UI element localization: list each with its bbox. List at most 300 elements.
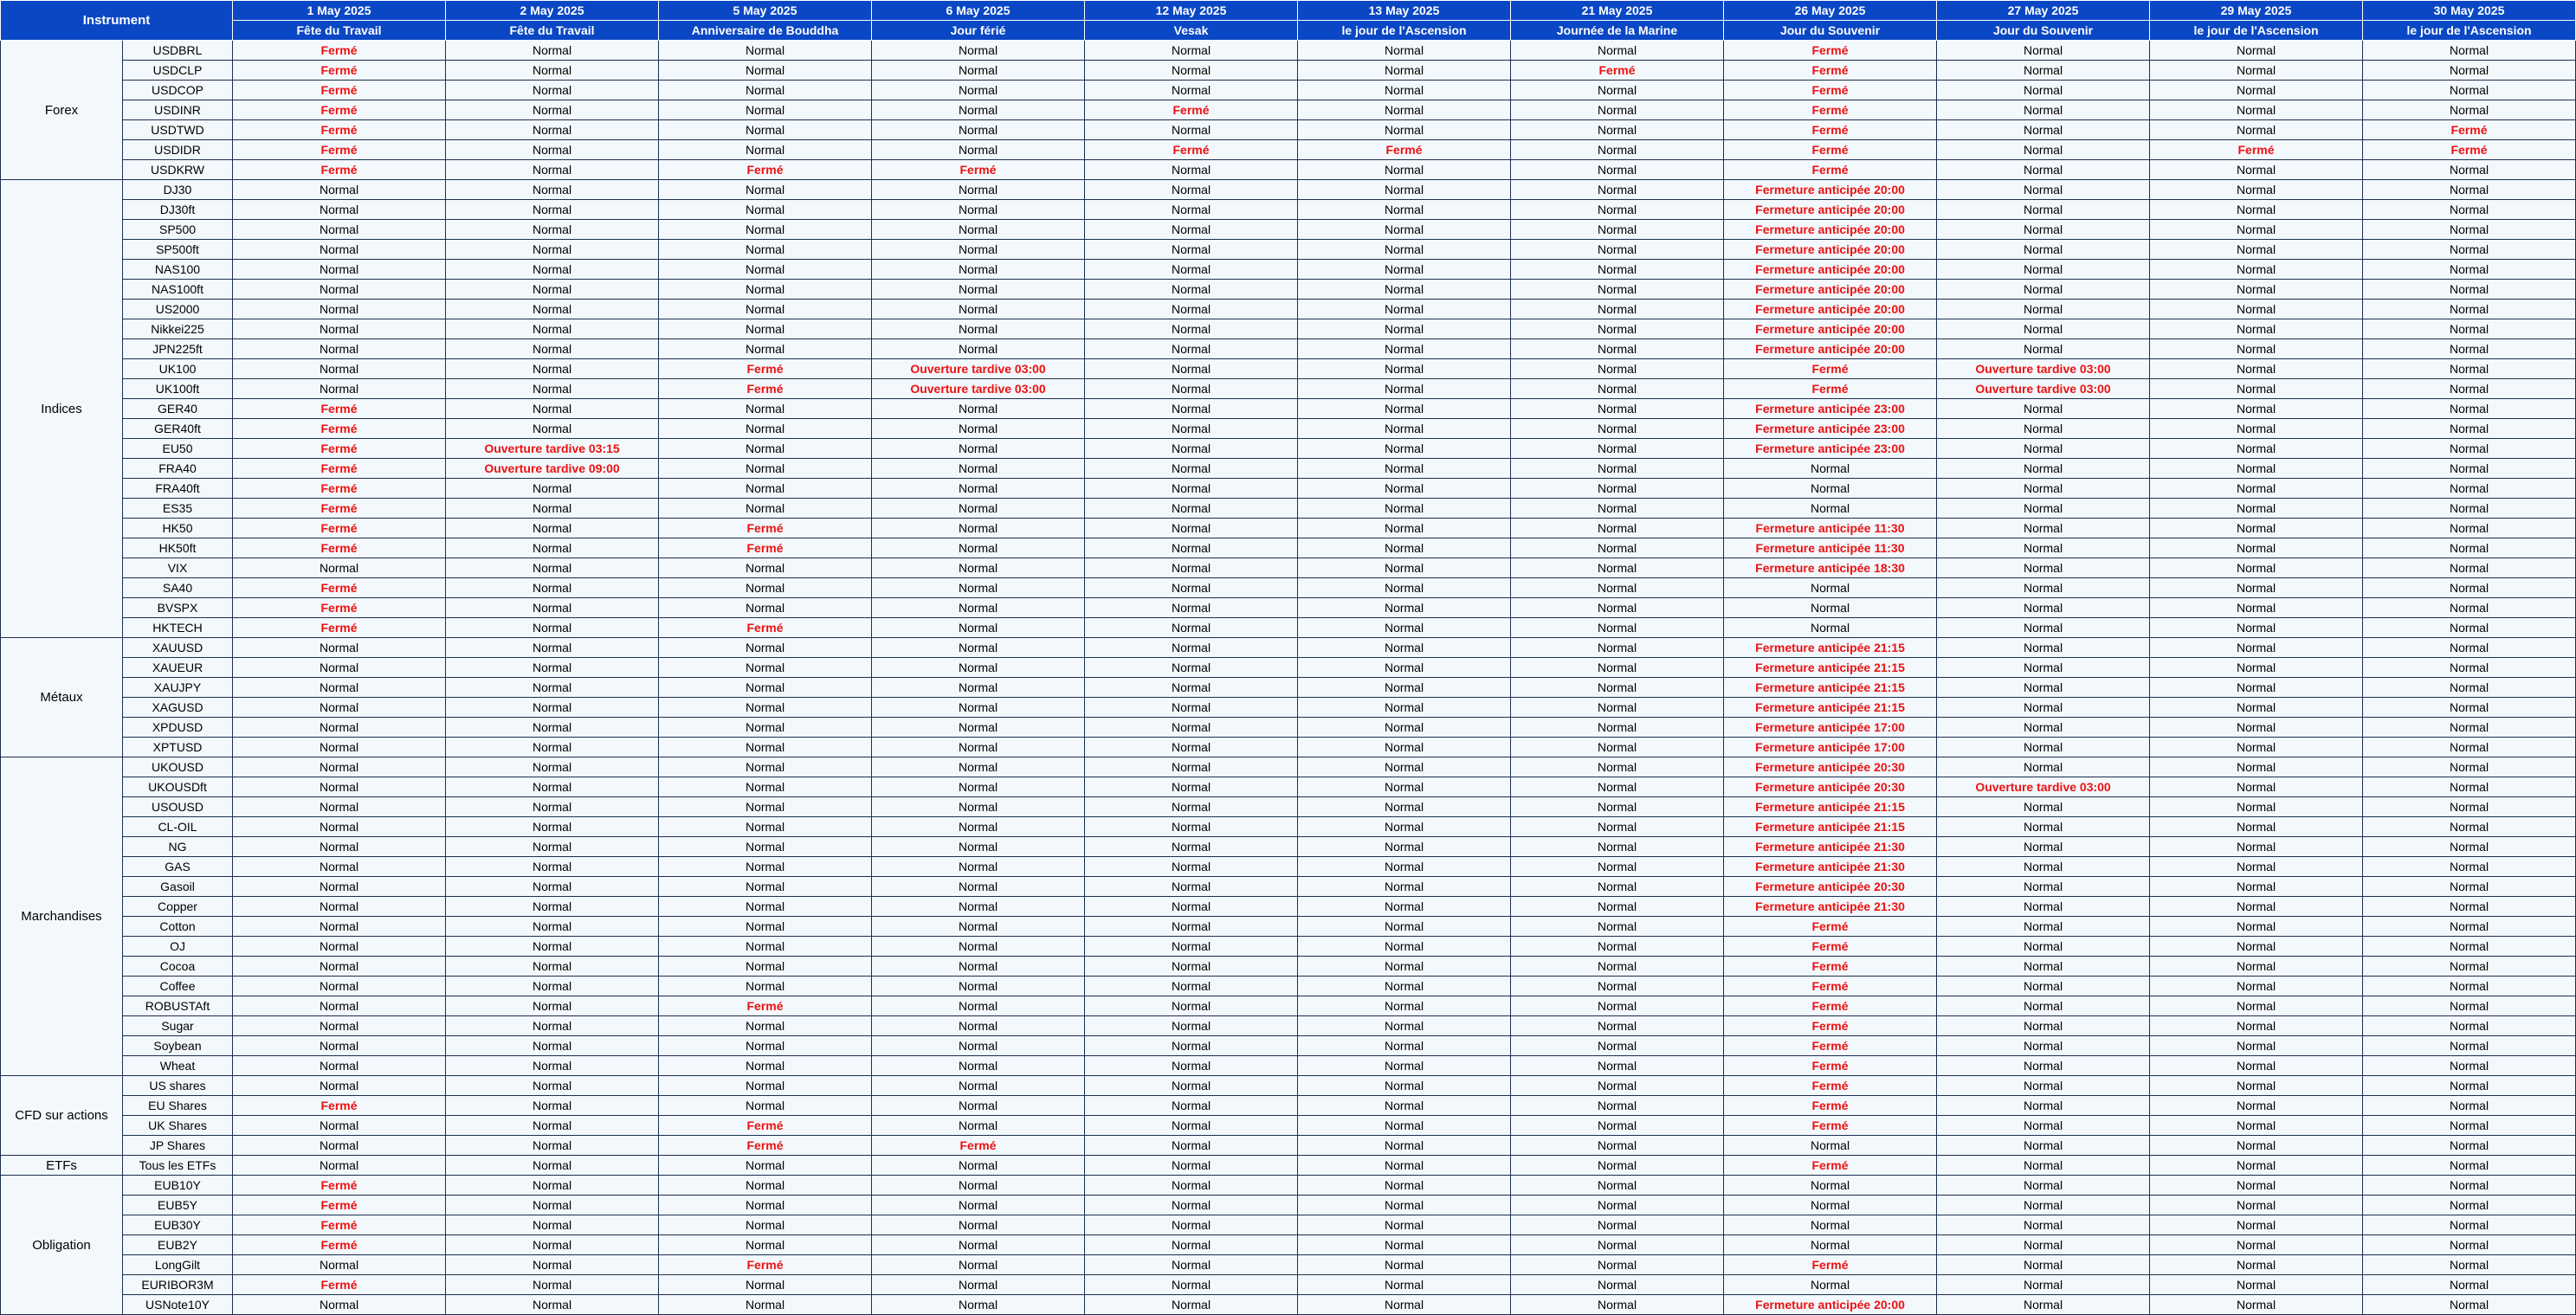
status-cell: Normal [446, 797, 659, 817]
status-cell: Fermeture anticipée 21:30 [1724, 857, 1937, 877]
status-cell: Fermeture anticipée 20:30 [1724, 877, 1937, 897]
instrument-cell: EUB30Y [123, 1215, 233, 1235]
status-cell: Normal [872, 1295, 1085, 1315]
status-cell: Normal [659, 1096, 872, 1116]
table-row [1, 260, 2576, 280]
table-row [1, 718, 2576, 738]
status-cell: Normal [2363, 260, 2576, 280]
status-cell: Fermeture anticipée 21:15 [1724, 698, 1937, 718]
status-cell: Normal [659, 260, 872, 280]
status-cell: Fermé [659, 160, 872, 180]
table-row [1, 1255, 2576, 1275]
status-cell: Normal [659, 638, 872, 658]
status-cell: Normal [1511, 996, 1724, 1016]
status-cell: Normal [1511, 698, 1724, 718]
status-cell: Normal [1511, 578, 1724, 598]
status-cell: Fermé [233, 1096, 446, 1116]
status-cell: Fermé [659, 519, 872, 538]
status-cell: Normal [1085, 439, 1298, 459]
status-cell: Normal [1511, 937, 1724, 957]
table-row [1, 1076, 2576, 1096]
status-cell: Normal [1298, 1196, 1511, 1215]
status-cell: Fermé [233, 479, 446, 499]
status-cell: Normal [446, 1156, 659, 1176]
status-cell: Normal [446, 319, 659, 339]
status-cell: Normal [659, 857, 872, 877]
status-cell: Normal [872, 300, 1085, 319]
status-cell: Normal [2363, 1275, 2576, 1295]
status-cell: Fermé [233, 1275, 446, 1295]
status-cell: Normal [1298, 977, 1511, 996]
status-cell: Normal [1937, 1255, 2150, 1275]
status-cell: Normal [1298, 817, 1511, 837]
table-row [1, 200, 2576, 220]
status-cell: Normal [1724, 1275, 1937, 1295]
status-cell: Normal [659, 280, 872, 300]
instrument-cell: XPTUSD [123, 738, 233, 757]
status-cell: Normal [1937, 100, 2150, 120]
instrument-cell: SA40 [123, 578, 233, 598]
status-cell: Normal [446, 519, 659, 538]
status-cell: Normal [1085, 618, 1298, 638]
status-cell: Normal [446, 578, 659, 598]
status-cell: Normal [1298, 538, 1511, 558]
status-cell: Fermé [1724, 359, 1937, 379]
status-cell: Fermeture anticipée 21:30 [1724, 897, 1937, 917]
date-header: 1 May 2025 [233, 1, 446, 21]
status-cell: Normal [2150, 300, 2363, 319]
instrument-cell: ROBUSTAft [123, 996, 233, 1016]
status-cell: Fermé [1724, 1116, 1937, 1136]
table-row [1, 1176, 2576, 1196]
table-row [1, 877, 2576, 897]
status-cell: Fermé [233, 538, 446, 558]
status-cell: Normal [2363, 738, 2576, 757]
status-cell: Normal [446, 1176, 659, 1196]
status-cell: Normal [233, 260, 446, 280]
table-row [1, 81, 2576, 100]
status-cell: Fermé [233, 1235, 446, 1255]
status-cell: Fermé [233, 1176, 446, 1196]
table-row [1, 240, 2576, 260]
status-cell: Normal [1937, 240, 2150, 260]
status-cell: Normal [446, 538, 659, 558]
status-cell: Fermé [1724, 996, 1937, 1016]
status-cell: Normal [446, 81, 659, 100]
status-cell: Normal [2150, 160, 2363, 180]
status-cell: Normal [2150, 359, 2363, 379]
status-cell: Fermeture anticipée 11:30 [1724, 519, 1937, 538]
table-row [1, 777, 2576, 797]
status-cell: Normal [446, 957, 659, 977]
status-cell: Normal [1937, 1136, 2150, 1156]
status-cell: Normal [2150, 618, 2363, 638]
status-cell: Normal [1937, 718, 2150, 738]
status-cell: Normal [1298, 419, 1511, 439]
status-cell: Normal [1085, 1235, 1298, 1255]
status-cell: Normal [1937, 598, 2150, 618]
status-cell: Normal [2150, 797, 2363, 817]
status-cell: Normal [659, 658, 872, 678]
status-cell: Normal [1085, 718, 1298, 738]
table-row [1, 280, 2576, 300]
status-cell: Normal [1298, 1096, 1511, 1116]
table-row [1, 738, 2576, 757]
status-cell: Normal [446, 1016, 659, 1036]
status-cell: Normal [233, 1156, 446, 1176]
status-cell: Normal [1298, 857, 1511, 877]
status-cell: Normal [2150, 977, 2363, 996]
status-cell: Normal [1298, 399, 1511, 419]
category-cell: Marchandises [1, 757, 123, 1076]
status-cell: Normal [1085, 598, 1298, 618]
table-row [1, 41, 2576, 61]
status-cell: Normal [1298, 41, 1511, 61]
status-cell: Normal [2363, 937, 2576, 957]
status-cell: Normal [1937, 538, 2150, 558]
status-cell: Normal [1937, 499, 2150, 519]
instrument-cell: DJ30ft [123, 200, 233, 220]
status-cell: Normal [446, 1136, 659, 1156]
status-cell: Normal [1085, 977, 1298, 996]
status-cell: Fermé [233, 519, 446, 538]
status-cell: Normal [1937, 957, 2150, 977]
status-cell: Normal [1511, 738, 1724, 757]
status-cell: Normal [2150, 718, 2363, 738]
status-cell: Normal [2363, 618, 2576, 638]
instrument-cell: Wheat [123, 1056, 233, 1076]
status-cell: Ouverture tardive 03:00 [1937, 777, 2150, 797]
instrument-cell: Sugar [123, 1016, 233, 1036]
status-cell: Normal [446, 120, 659, 140]
status-cell: Normal [872, 1235, 1085, 1255]
status-cell: Normal [659, 718, 872, 738]
status-cell: Fermé [1085, 100, 1298, 120]
status-cell: Normal [1085, 1056, 1298, 1076]
status-cell: Normal [1085, 260, 1298, 280]
status-cell: Fermeture anticipée 20:00 [1724, 220, 1937, 240]
status-cell: Normal [1937, 638, 2150, 658]
status-cell: Normal [2150, 558, 2363, 578]
status-cell: Normal [2363, 339, 2576, 359]
status-cell: Normal [872, 837, 1085, 857]
table-row [1, 1136, 2576, 1156]
status-cell: Normal [1937, 1116, 2150, 1136]
status-cell: Normal [2150, 479, 2363, 499]
status-cell: Fermeture anticipée 23:00 [1724, 399, 1937, 419]
status-cell: Normal [2363, 1096, 2576, 1116]
status-cell: Normal [659, 399, 872, 419]
instrument-cell: Copper [123, 897, 233, 917]
status-cell: Normal [446, 738, 659, 757]
status-cell: Fermeture anticipée 18:30 [1724, 558, 1937, 578]
status-cell: Normal [2363, 1056, 2576, 1076]
status-cell: Normal [872, 1096, 1085, 1116]
instrument-cell: EUB10Y [123, 1176, 233, 1196]
status-cell: Normal [1511, 558, 1724, 578]
status-cell: Normal [1298, 558, 1511, 578]
status-cell: Normal [659, 977, 872, 996]
status-cell: Normal [1511, 817, 1724, 837]
status-cell: Normal [233, 1255, 446, 1275]
status-cell: Normal [872, 100, 1085, 120]
status-cell: Normal [2150, 857, 2363, 877]
status-cell: Normal [1085, 1196, 1298, 1215]
status-cell: Normal [1937, 897, 2150, 917]
status-cell: Normal [2150, 1215, 2363, 1235]
status-cell: Normal [233, 877, 446, 897]
status-cell: Normal [1085, 957, 1298, 977]
status-cell: Normal [1298, 1255, 1511, 1275]
holiday-name-header: Jour du Souvenir [1724, 21, 1937, 41]
status-cell: Normal [233, 678, 446, 698]
status-cell: Normal [1511, 1255, 1724, 1275]
status-cell: Normal [1298, 439, 1511, 459]
status-cell: Normal [1724, 479, 1937, 499]
status-cell: Normal [659, 598, 872, 618]
status-cell: Normal [2150, 41, 2363, 61]
status-cell: Normal [1511, 399, 1724, 419]
instrument-cell: NG [123, 837, 233, 857]
status-cell: Normal [872, 1156, 1085, 1176]
status-cell: Normal [1511, 140, 1724, 160]
status-cell: Normal [1085, 359, 1298, 379]
status-cell: Fermé [1085, 140, 1298, 160]
status-cell: Normal [872, 618, 1085, 638]
table-row [1, 817, 2576, 837]
status-cell: Normal [1511, 757, 1724, 777]
status-cell: Normal [446, 41, 659, 61]
status-cell: Normal [233, 897, 446, 917]
status-cell: Normal [446, 1056, 659, 1076]
status-cell: Normal [233, 996, 446, 1016]
status-cell: Normal [872, 757, 1085, 777]
status-cell: Normal [2363, 399, 2576, 419]
instrument-cell: NAS100 [123, 260, 233, 280]
status-cell: Normal [446, 300, 659, 319]
instrument-cell: OJ [123, 937, 233, 957]
status-cell: Normal [1085, 658, 1298, 678]
status-cell: Normal [1085, 499, 1298, 519]
status-cell: Normal [1511, 81, 1724, 100]
status-cell: Normal [659, 459, 872, 479]
status-cell: Normal [659, 698, 872, 718]
status-cell: Normal [2150, 678, 2363, 698]
status-cell: Normal [233, 957, 446, 977]
status-cell: Normal [659, 877, 872, 897]
status-cell: Fermé [872, 160, 1085, 180]
status-cell: Ouverture tardive 09:00 [446, 459, 659, 479]
instrument-cell: JP Shares [123, 1136, 233, 1156]
status-cell: Ouverture tardive 03:00 [872, 379, 1085, 399]
status-cell: Normal [1724, 618, 1937, 638]
table-row [1, 917, 2576, 937]
table-row [1, 300, 2576, 319]
status-cell: Normal [446, 379, 659, 399]
status-cell: Normal [872, 718, 1085, 738]
status-cell: Normal [2150, 1116, 2363, 1136]
table-row [1, 698, 2576, 718]
instrument-cell: LongGilt [123, 1255, 233, 1275]
status-cell: Normal [1085, 1156, 1298, 1176]
instrument-cell: USDTWD [123, 120, 233, 140]
status-cell: Normal [1298, 1116, 1511, 1136]
status-cell: Normal [446, 638, 659, 658]
status-cell: Normal [233, 757, 446, 777]
status-cell: Normal [1511, 1036, 1724, 1056]
status-cell: Normal [1085, 519, 1298, 538]
status-cell: Normal [1937, 300, 2150, 319]
date-header: 5 May 2025 [659, 1, 872, 21]
status-cell: Fermé [233, 499, 446, 519]
instrument-cell: NAS100ft [123, 280, 233, 300]
status-cell: Normal [446, 140, 659, 160]
table-row [1, 1275, 2576, 1295]
status-cell: Normal [446, 399, 659, 419]
status-cell: Normal [872, 1116, 1085, 1136]
holiday-name-header: Journée de la Marine [1511, 21, 1724, 41]
instrument-cell: SP500 [123, 220, 233, 240]
instrument-cell: USDIDR [123, 140, 233, 160]
status-cell: Fermé [1724, 61, 1937, 81]
status-cell: Normal [659, 1215, 872, 1235]
status-cell: Ouverture tardive 03:15 [446, 439, 659, 459]
status-cell: Normal [2363, 1036, 2576, 1056]
status-cell: Normal [2363, 1016, 2576, 1036]
status-cell: Normal [2363, 897, 2576, 917]
status-cell: Normal [872, 777, 1085, 797]
status-cell: Normal [659, 797, 872, 817]
status-cell: Normal [2363, 359, 2576, 379]
date-header: 26 May 2025 [1724, 1, 1937, 21]
status-cell: Normal [2363, 1116, 2576, 1136]
table-row [1, 519, 2576, 538]
status-cell: Normal [1937, 937, 2150, 957]
status-cell: Normal [233, 300, 446, 319]
status-cell: Normal [1085, 1255, 1298, 1275]
status-cell: Normal [1511, 160, 1724, 180]
status-cell: Fermeture anticipée 20:00 [1724, 1295, 1937, 1315]
table-row [1, 180, 2576, 200]
status-cell: Normal [1511, 280, 1724, 300]
status-cell: Normal [1937, 678, 2150, 698]
status-cell: Normal [2150, 499, 2363, 519]
status-cell: Normal [872, 41, 1085, 61]
status-cell: Normal [1511, 499, 1724, 519]
status-cell: Normal [2150, 280, 2363, 300]
status-cell: Normal [446, 817, 659, 837]
holiday-name-header: Jour férié [872, 21, 1085, 41]
status-cell: Normal [2363, 977, 2576, 996]
table-row [1, 1295, 2576, 1315]
status-cell: Normal [1298, 160, 1511, 180]
status-cell: Normal [2150, 260, 2363, 280]
status-cell: Normal [1298, 359, 1511, 379]
holiday-name-header: Vesak [1085, 21, 1298, 41]
status-cell: Normal [2363, 280, 2576, 300]
status-cell: Normal [1085, 996, 1298, 1016]
status-cell: Normal [1085, 917, 1298, 937]
status-cell: Normal [1298, 618, 1511, 638]
status-cell: Normal [2150, 81, 2363, 100]
status-cell: Fermeture anticipée 20:00 [1724, 240, 1937, 260]
status-cell: Normal [1298, 200, 1511, 220]
status-cell: Normal [872, 1076, 1085, 1096]
status-cell: Normal [1085, 220, 1298, 240]
status-cell: Fermé [872, 1136, 1085, 1156]
status-cell: Normal [233, 638, 446, 658]
status-cell: Normal [233, 817, 446, 837]
status-cell: Fermé [2363, 140, 2576, 160]
status-cell: Normal [872, 1036, 1085, 1056]
status-cell: Normal [1298, 1275, 1511, 1295]
status-cell: Normal [1085, 1176, 1298, 1196]
status-cell: Normal [1085, 817, 1298, 837]
status-cell: Normal [1511, 1235, 1724, 1255]
status-cell: Normal [2363, 638, 2576, 658]
status-cell: Normal [1298, 1036, 1511, 1056]
status-cell: Normal [233, 797, 446, 817]
status-cell: Normal [659, 499, 872, 519]
status-cell: Normal [2150, 439, 2363, 459]
status-cell: Normal [2150, 120, 2363, 140]
status-cell: Normal [1511, 598, 1724, 618]
status-cell: Normal [2150, 240, 2363, 260]
status-cell: Normal [1085, 937, 1298, 957]
instrument-cell: FRA40 [123, 459, 233, 479]
status-cell: Normal [659, 1156, 872, 1176]
instrument-cell: DJ30 [123, 180, 233, 200]
status-cell: Normal [446, 618, 659, 638]
status-cell: Normal [1937, 81, 2150, 100]
status-cell: Normal [2150, 937, 2363, 957]
status-cell: Normal [1511, 957, 1724, 977]
category-cell: Indices [1, 180, 123, 638]
status-cell: Fermé [233, 100, 446, 120]
status-cell: Normal [659, 1036, 872, 1056]
status-cell: Normal [446, 1096, 659, 1116]
status-cell: Normal [446, 877, 659, 897]
table-body [1, 41, 2576, 1315]
status-cell: Normal [233, 319, 446, 339]
status-cell: Normal [2363, 538, 2576, 558]
status-cell: Normal [1937, 917, 2150, 937]
status-cell: Normal [446, 837, 659, 857]
status-cell: Normal [1298, 658, 1511, 678]
status-cell: Normal [1085, 200, 1298, 220]
instrument-cell: HKTECH [123, 618, 233, 638]
status-cell: Normal [446, 757, 659, 777]
status-cell: Normal [1085, 240, 1298, 260]
status-cell: Normal [872, 957, 1085, 977]
status-cell: Normal [2150, 459, 2363, 479]
status-cell: Normal [659, 479, 872, 499]
status-cell: Normal [2150, 638, 2363, 658]
status-cell: Normal [872, 977, 1085, 996]
status-cell: Normal [1937, 877, 2150, 897]
status-cell: Normal [1937, 1275, 2150, 1295]
table-row [1, 140, 2576, 160]
status-cell: Normal [2363, 1295, 2576, 1315]
status-cell: Normal [1085, 797, 1298, 817]
status-cell: Normal [1085, 738, 1298, 757]
status-cell: Normal [2363, 479, 2576, 499]
instrument-cell: UKOUSDft [123, 777, 233, 797]
status-cell: Fermé [233, 598, 446, 618]
status-cell: Normal [1085, 578, 1298, 598]
status-cell: Normal [872, 61, 1085, 81]
table-row [1, 419, 2576, 439]
